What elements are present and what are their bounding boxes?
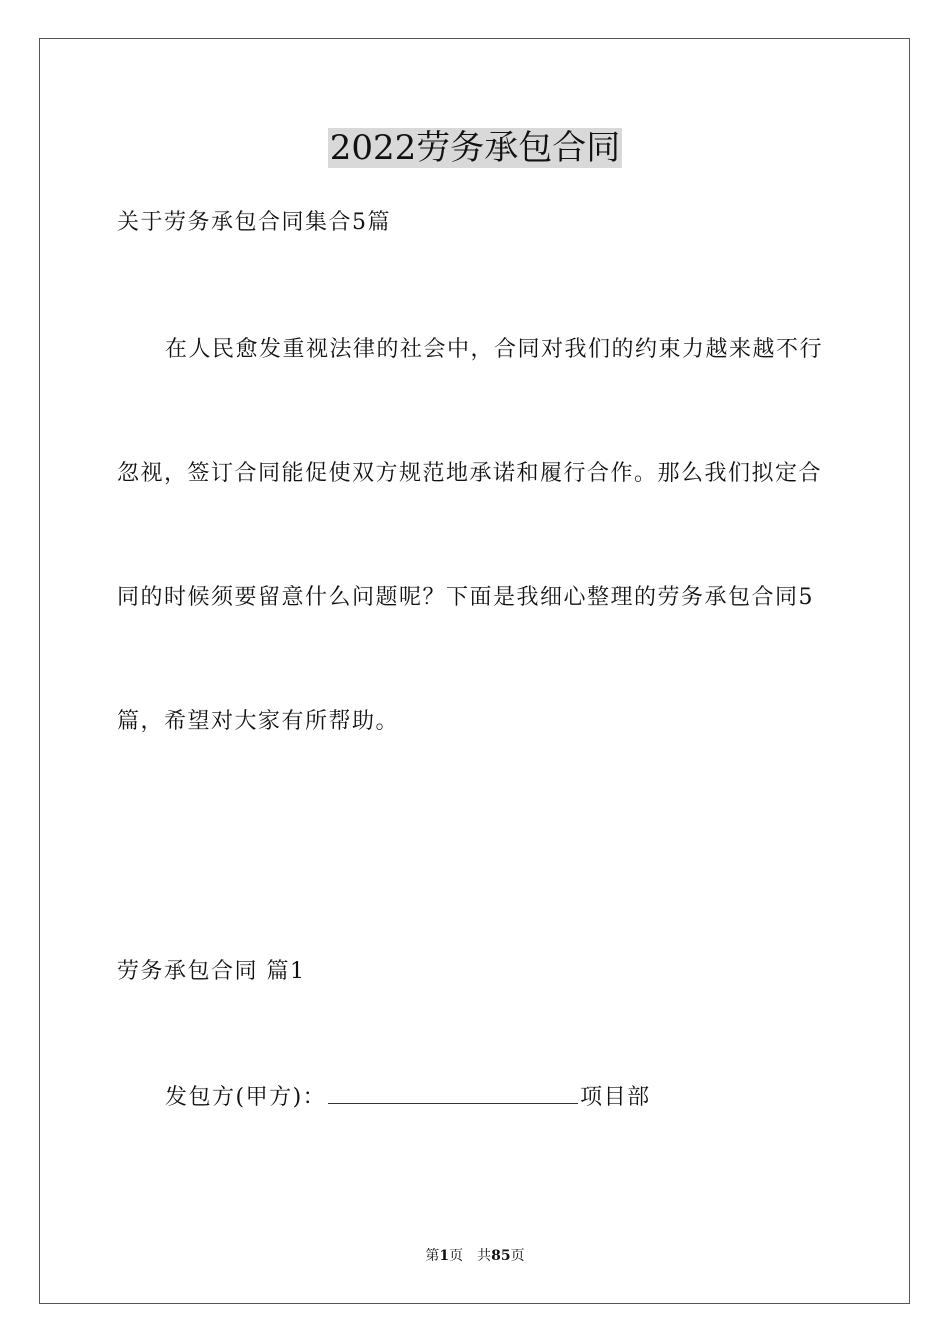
paragraph-line-4: 篇，希望对大家有所帮助。 — [117, 709, 400, 734]
section-heading: 劳务承包合同 篇1 — [117, 959, 306, 984]
contract-party-line — [165, 1081, 651, 1113]
document-title-text: 2022劳务承包合同 — [329, 128, 621, 168]
document-title — [0, 126, 950, 170]
footer-page-suffix: 页 — [449, 1248, 464, 1264]
footer-total-pages: 85 — [491, 1248, 511, 1264]
paragraph-line-3: 同的时候须要留意什么问题呢？下面是我细心整理的劳务承包合同5 — [117, 585, 814, 610]
paragraph-line-2: 忽视，签订合同能促使双方规范地承诺和履行合作。那么我们拟定合 — [117, 461, 823, 486]
contract-party-suffix: 项目部 — [580, 1085, 651, 1110]
fill-in-blank — [328, 1081, 578, 1104]
document-subtitle: 关于劳务承包合同集合5篇 — [117, 210, 391, 235]
footer-page-number: 1 — [439, 1248, 450, 1264]
footer-total-suffix: 页 — [510, 1248, 525, 1264]
contract-party-label: 发包方(甲方)： — [165, 1085, 327, 1110]
page-footer — [0, 1246, 950, 1266]
footer-page-prefix: 第 — [425, 1248, 440, 1264]
footer-total-prefix: 共 — [477, 1248, 492, 1264]
paragraph-line-1: 在人民愈发重视法律的社会中，合同对我们的约束力越来越不行 — [165, 337, 824, 362]
